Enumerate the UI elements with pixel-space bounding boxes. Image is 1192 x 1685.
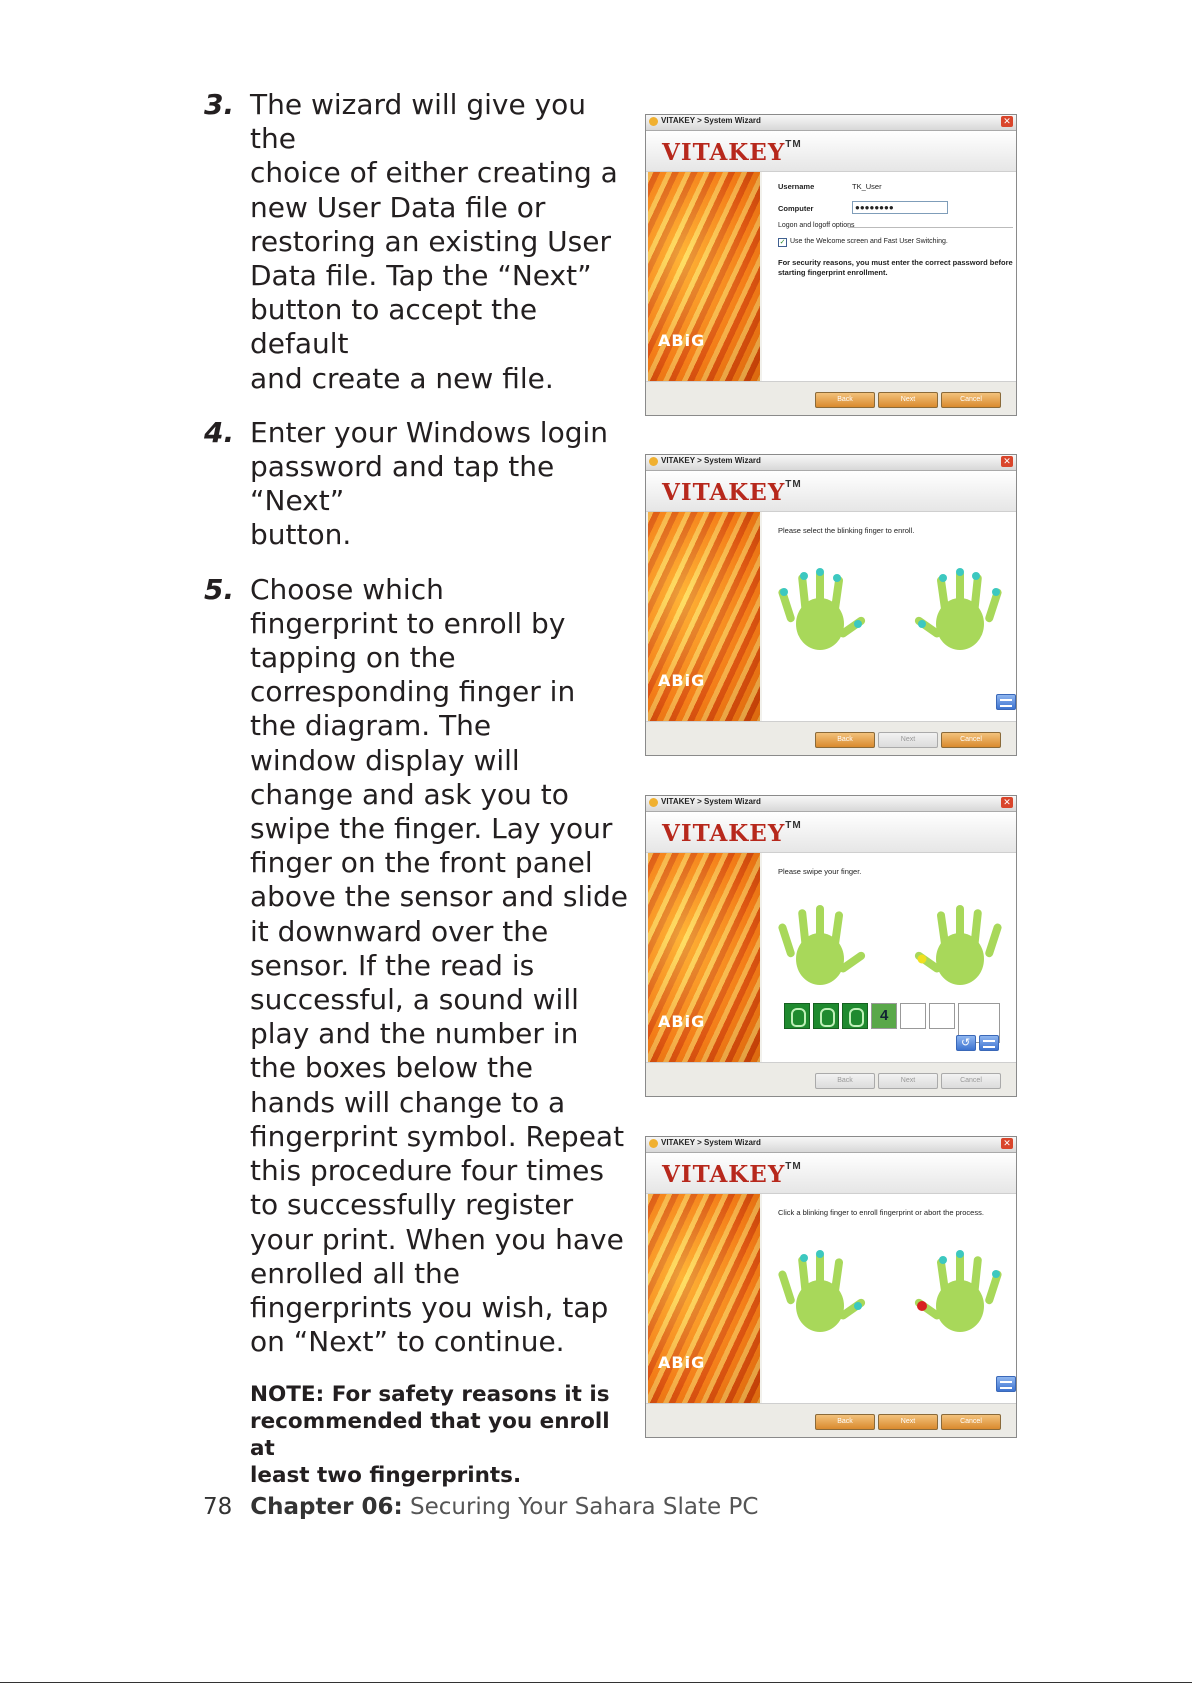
step-line: above the sensor and slide xyxy=(250,880,629,914)
username-label: Username xyxy=(778,182,815,191)
wizard-prompt: Click a blinking finger to enroll fingerprint or abort the process. xyxy=(778,1208,984,1217)
back-button[interactable]: Back xyxy=(815,1073,875,1089)
step-line: Enter your Windows login xyxy=(250,415,609,449)
fingertip[interactable] xyxy=(816,1250,824,1258)
step-number: 4. xyxy=(204,415,235,449)
empty-box xyxy=(900,1003,926,1029)
step-line: it downward over the xyxy=(250,914,549,948)
fingertip[interactable] xyxy=(956,568,964,576)
step-line: this procedure four times xyxy=(250,1154,604,1188)
step-number: 3. xyxy=(204,88,235,121)
chapter-title: Securing Your Sahara Slate PC xyxy=(409,1494,759,1520)
fingertip[interactable] xyxy=(992,588,1000,596)
step-3 xyxy=(190,88,630,396)
abig-logo: ABiG xyxy=(658,1012,706,1031)
page-footer xyxy=(203,1494,758,1520)
cancel-button[interactable]: Cancel xyxy=(941,732,1001,748)
cancel-button[interactable]: Cancel xyxy=(941,1073,1001,1089)
note-line: recommended that you enroll at xyxy=(250,1409,610,1462)
wizard-prompt: Please select the blinking finger to enroll. xyxy=(778,526,915,535)
fingertip[interactable] xyxy=(854,1302,862,1310)
step-line: to successfully register xyxy=(250,1188,574,1222)
vitakey-logo: VITAKEY™ xyxy=(662,139,802,166)
step-line: your print. When you have xyxy=(250,1222,624,1256)
wizard-screenshot-enrolled xyxy=(645,1136,1017,1438)
key-icon xyxy=(649,1139,658,1148)
fingertip[interactable] xyxy=(816,568,824,576)
fingertip[interactable] xyxy=(918,620,926,628)
logo-bar xyxy=(646,131,1016,172)
fingertip[interactable] xyxy=(972,572,980,580)
wizard-screenshot-swipe xyxy=(645,795,1017,1097)
hands-svg xyxy=(762,887,1017,997)
close-button[interactable]: ✕ xyxy=(1001,456,1013,467)
step-text xyxy=(250,573,630,1360)
enrolled-fingertip[interactable] xyxy=(917,1301,927,1311)
welcome-screen-checkbox[interactable] xyxy=(778,238,1013,247)
step-line: and create a new file. xyxy=(250,361,554,395)
username-value: TK_User xyxy=(852,182,882,191)
step-line: window display will xyxy=(250,743,520,777)
list-icon[interactable] xyxy=(979,1035,999,1051)
chapter-label: Chapter 06: xyxy=(250,1494,403,1520)
step-line: fingerprint symbol. Repeat xyxy=(250,1119,625,1153)
swipe-count-box: 4 xyxy=(871,1003,897,1029)
step-line: change and ask you to xyxy=(250,777,569,811)
step-line: The wizard will give you the xyxy=(250,88,587,156)
next-button[interactable]: Next xyxy=(878,1073,938,1089)
close-button[interactable]: ✕ xyxy=(1001,1138,1013,1149)
window-title: VITAKEY > System Wizard xyxy=(661,1138,761,1147)
fingertip[interactable] xyxy=(800,1254,808,1262)
login-form xyxy=(778,182,1013,278)
options-label: Logon and logoff options xyxy=(778,222,855,229)
step-line: button to accept the default xyxy=(250,293,538,361)
title-bar xyxy=(646,115,1016,131)
fingertip[interactable] xyxy=(939,1256,947,1264)
note-line: least two fingerprints. xyxy=(250,1463,522,1489)
step-line: hands will change to a xyxy=(250,1085,566,1119)
button-bar xyxy=(646,721,1016,755)
abig-logo: ABiG xyxy=(658,671,706,690)
step-text xyxy=(250,88,630,396)
vitakey-logo: VITAKEY™ xyxy=(662,1161,802,1188)
security-warning: For security reasons, you must enter the correct password before starting fingerprint enrollment. xyxy=(778,258,1013,277)
close-button[interactable]: ✕ xyxy=(1001,116,1013,127)
page-edge-line xyxy=(0,1682,1192,1683)
step-line: Choose which xyxy=(250,572,444,606)
wizard-content xyxy=(762,1194,1016,1404)
fingerprint-icon xyxy=(842,1003,868,1029)
step-line: swipe the finger. Lay your xyxy=(250,812,613,846)
fingerprint-icon xyxy=(784,1003,810,1029)
step-5 xyxy=(190,573,630,1490)
left-hand-icon[interactable] xyxy=(777,1250,866,1332)
fingertip[interactable] xyxy=(833,574,841,582)
step-line: password and tap the “Next” xyxy=(250,450,555,518)
window-title: VITAKEY > System Wizard xyxy=(661,797,761,806)
title-bar xyxy=(646,796,1016,812)
empty-box xyxy=(929,1003,955,1029)
window-title: VITAKEY > System Wizard xyxy=(661,116,761,125)
wizard-screenshot-select-finger xyxy=(645,454,1017,756)
step-line: new User Data file or xyxy=(250,190,546,224)
step-line: sensor. If the read is xyxy=(250,948,535,982)
title-bar xyxy=(646,455,1016,471)
hands-diagram xyxy=(762,1234,1016,1344)
step-line: tapping on the xyxy=(250,641,456,675)
cancel-button[interactable]: Cancel xyxy=(941,1414,1001,1430)
next-button[interactable]: Next xyxy=(878,732,938,748)
key-icon xyxy=(649,457,658,466)
password-field[interactable]: ●●●●●●●● xyxy=(852,201,948,214)
flame-banner xyxy=(648,172,760,382)
right-hand-icon xyxy=(913,905,1002,985)
key-icon xyxy=(649,117,658,126)
key-icon xyxy=(649,798,658,807)
abig-logo: ABiG xyxy=(658,331,706,350)
step-line: restoring an existing User xyxy=(250,224,612,258)
right-hand-icon[interactable] xyxy=(913,1250,1002,1332)
step-line: fingerprints you wish, tap xyxy=(250,1290,609,1324)
right-hand-icon[interactable] xyxy=(913,568,1002,650)
list-icon[interactable] xyxy=(996,1376,1016,1392)
fingertip[interactable] xyxy=(800,572,808,580)
active-fingertip xyxy=(918,955,927,964)
logo-bar xyxy=(646,1153,1016,1194)
step-line: fingerprint to enroll by xyxy=(250,606,566,640)
list-icon[interactable] xyxy=(996,694,1016,710)
step-line: the boxes below the xyxy=(250,1051,533,1085)
next-button[interactable]: Next xyxy=(878,392,938,408)
left-hand-icon xyxy=(777,905,866,985)
fingertip[interactable] xyxy=(854,620,862,628)
step-line: play and the number in xyxy=(250,1017,579,1051)
step-line: finger on the front panel xyxy=(250,846,593,880)
vitakey-logo: VITAKEY™ xyxy=(662,820,802,847)
computer-label: Computer xyxy=(778,204,814,213)
close-button[interactable]: ✕ xyxy=(1001,797,1013,808)
back-button[interactable]: Back xyxy=(815,1414,875,1430)
step-4 xyxy=(190,416,630,553)
hands-diagram xyxy=(762,887,1016,997)
button-bar xyxy=(646,1062,1016,1096)
step-line: choice of either creating a xyxy=(250,156,618,190)
vitakey-logo: VITAKEY™ xyxy=(662,479,802,506)
back-button[interactable]: Back xyxy=(815,392,875,408)
checkbox-label: Use the Welcome screen and Fast User Switching. xyxy=(790,238,948,245)
checkbox-icon[interactable]: ✓ xyxy=(779,239,786,246)
flame-banner xyxy=(648,512,760,722)
step-line: Data file. Tap the “Next” xyxy=(250,259,592,293)
step-line: button. xyxy=(250,518,352,552)
step-line: on “Next” to continue. xyxy=(250,1325,565,1359)
wizard-content xyxy=(762,512,1016,722)
hands-svg xyxy=(762,1234,1017,1344)
note-line: NOTE: For safety reasons it is xyxy=(250,1382,610,1408)
wizard-screenshot-password xyxy=(645,114,1017,416)
fingertip[interactable] xyxy=(939,574,947,582)
fingertip[interactable] xyxy=(956,1250,964,1258)
step-line: enrolled all the xyxy=(250,1256,461,1290)
instruction-steps xyxy=(190,88,630,1489)
fingertip[interactable] xyxy=(992,1270,1000,1278)
safety-note xyxy=(250,1381,630,1489)
step-text xyxy=(250,416,630,553)
button-bar xyxy=(646,381,1016,415)
page-number: 78 xyxy=(203,1494,233,1520)
step-line: successful, a sound will xyxy=(250,983,579,1017)
hands-diagram xyxy=(762,552,1016,662)
wizard-prompt: Please swipe your finger. xyxy=(778,867,862,876)
fingertip[interactable] xyxy=(780,588,788,596)
options-group xyxy=(778,222,1013,229)
step-line: corresponding finger in xyxy=(250,675,576,709)
wizard-content xyxy=(762,172,1016,382)
fingerprint-icon xyxy=(813,1003,839,1029)
flame-banner xyxy=(648,1194,760,1404)
abig-logo: ABiG xyxy=(658,1353,706,1372)
left-hand-icon[interactable] xyxy=(777,568,866,650)
undo-icon[interactable] xyxy=(956,1035,976,1051)
logo-bar xyxy=(646,812,1016,853)
hands-svg xyxy=(762,552,1017,662)
title-bar xyxy=(646,1137,1016,1153)
flame-banner xyxy=(648,853,760,1063)
button-bar xyxy=(646,1403,1016,1437)
next-button[interactable]: Next xyxy=(878,1414,938,1430)
back-button[interactable]: Back xyxy=(815,732,875,748)
logo-bar xyxy=(646,471,1016,512)
step-number: 5. xyxy=(204,572,235,606)
cancel-button[interactable]: Cancel xyxy=(941,392,1001,408)
step-line: the diagram. The xyxy=(250,709,492,743)
window-title: VITAKEY > System Wizard xyxy=(661,456,761,465)
